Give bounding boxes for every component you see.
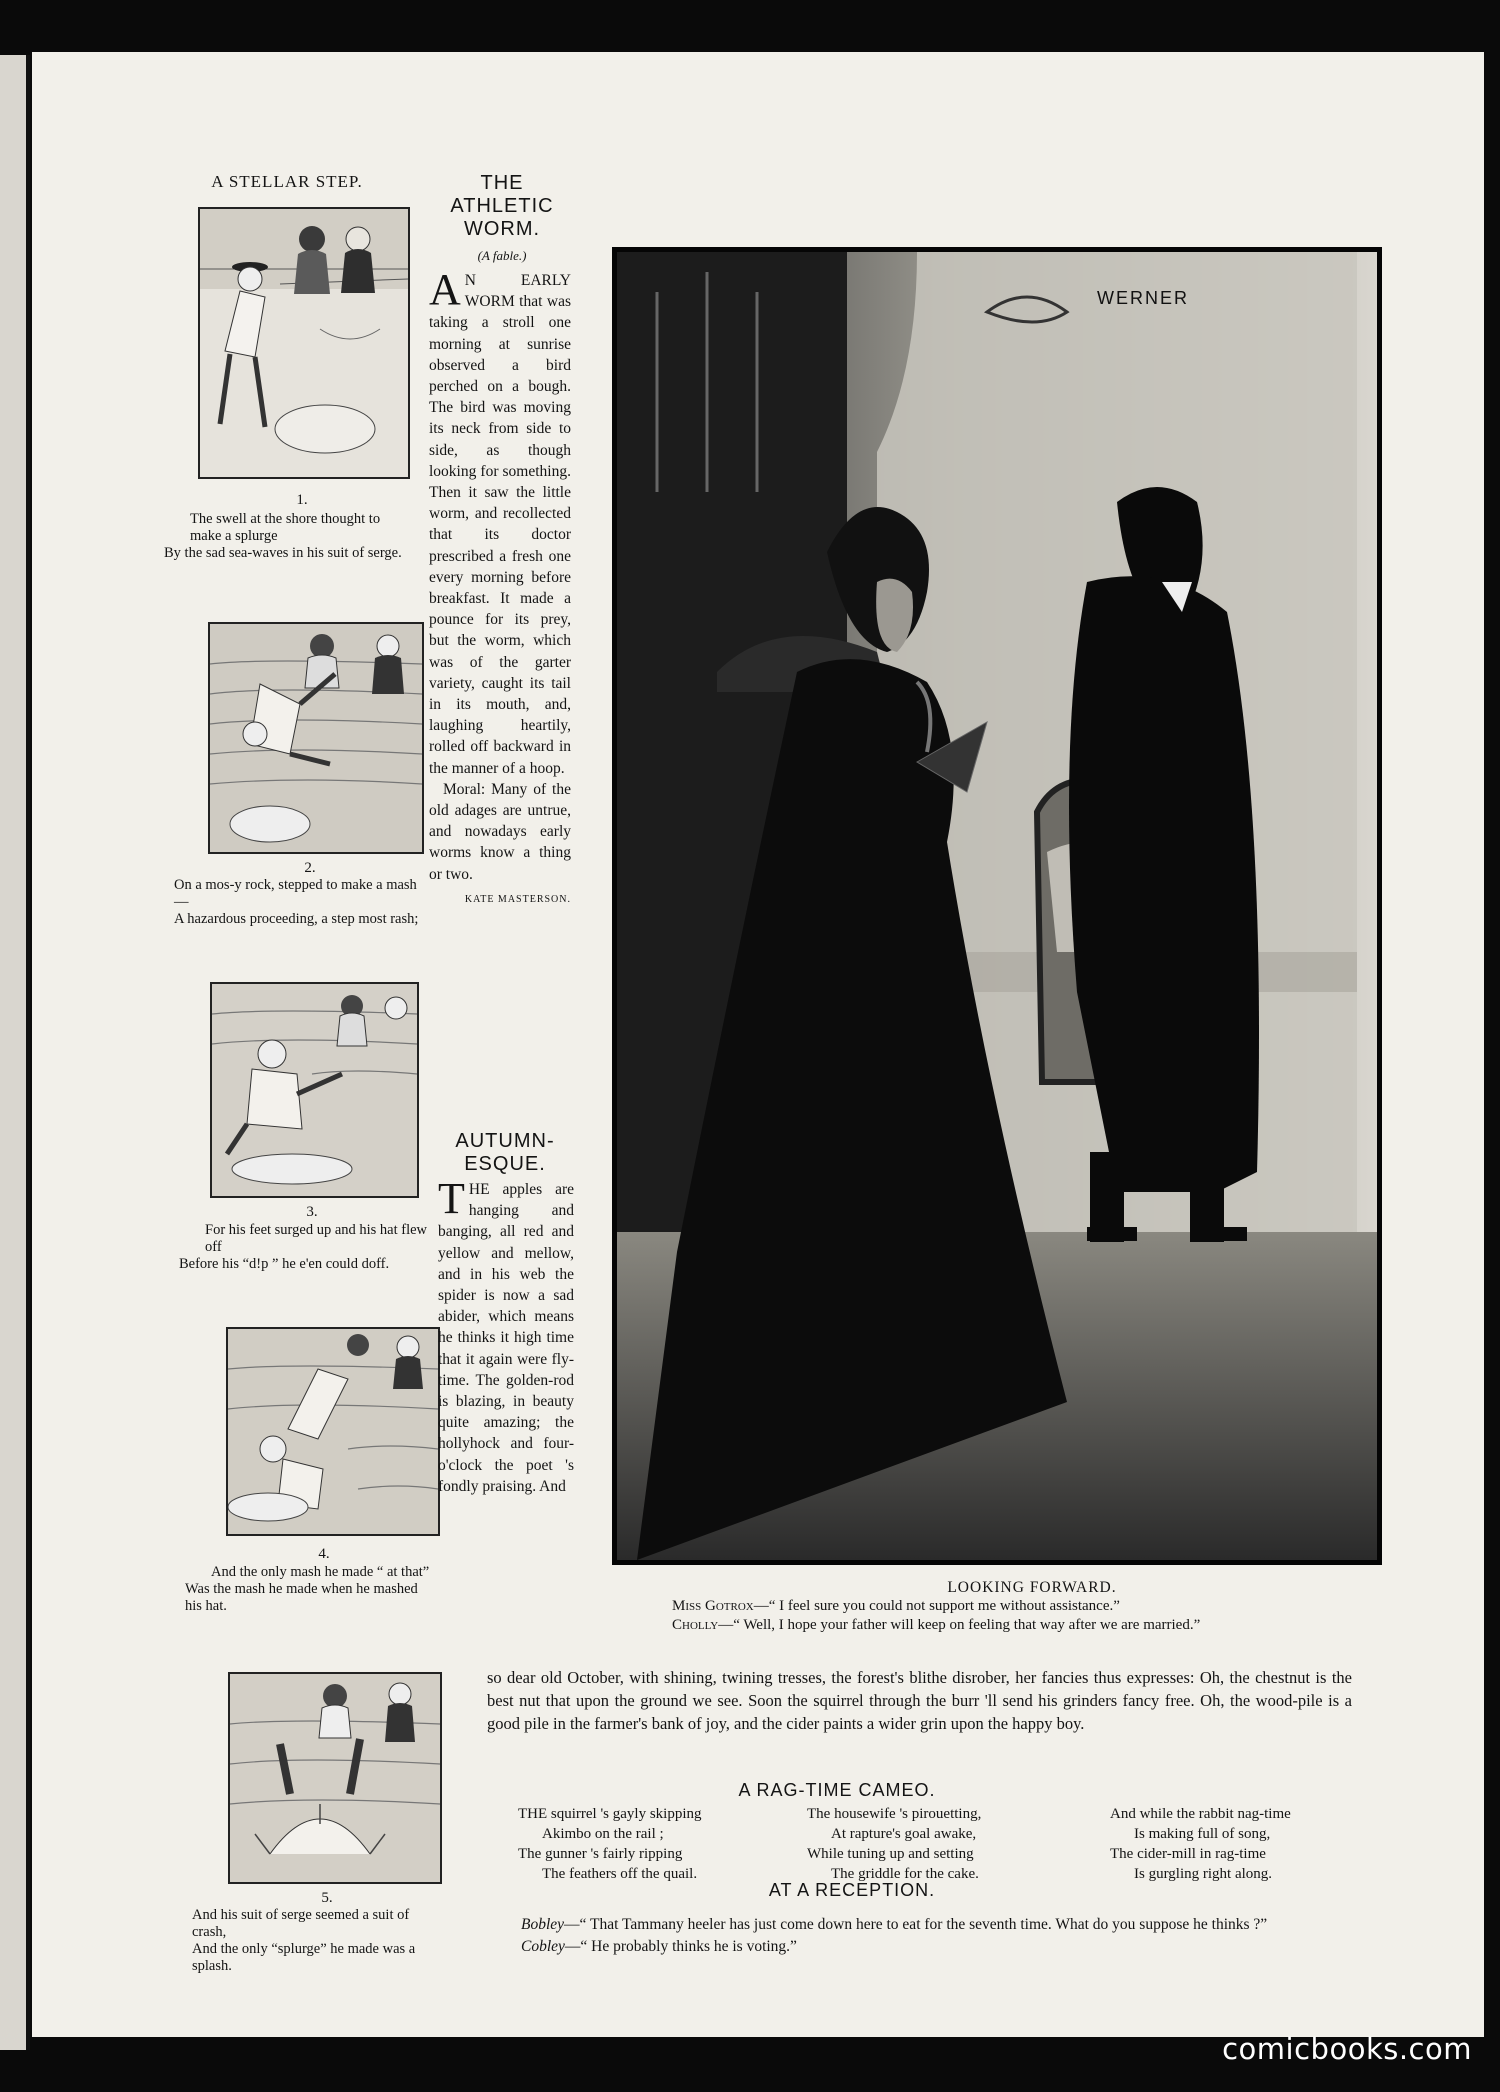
- panel-number-2: 2.: [304, 860, 316, 876]
- dialogue-text: —“ I feel sure you could not support me without assistance.”: [753, 1598, 1120, 1614]
- panel-caption-4: [185, 1564, 435, 1615]
- worm-author: KATE MASTERSON.: [464, 893, 571, 905]
- panel-number-5: 5.: [321, 1890, 333, 1906]
- adjacent-page-edge: [0, 55, 30, 2050]
- autumn-dropcap: T: [438, 1174, 465, 1223]
- caption-line: A hazardous proceeding, a step most rash;: [174, 911, 419, 927]
- poem-line: THE squirrel 's gayly skipping: [518, 1806, 702, 1822]
- poem-line: At rapture's goal awake,: [831, 1826, 977, 1842]
- ragtime-title: A RAG-TIME CAMEO.: [738, 1780, 936, 1800]
- dialogue-text: —“ That Tammany heeler has just come down here to eat for the seventh time. What do you suppose he thinks ?”: [564, 1916, 1268, 1933]
- illustration-title: LOOKING FORWARD.: [947, 1579, 1117, 1596]
- comic-panel-4: [226, 1327, 440, 1536]
- watermark: comicbooks.com: [1222, 2032, 1472, 2066]
- ragtime-stanza-3: [1110, 1804, 1340, 1884]
- speaker-name: Cholly: [672, 1617, 719, 1633]
- panel-caption-5: [192, 1907, 442, 1975]
- reception-line-2: [487, 1936, 1357, 1958]
- poem-line: Is making full of song,: [1134, 1826, 1271, 1842]
- comic-panel-1: [198, 207, 410, 479]
- reception-line-1: [487, 1914, 1357, 1936]
- caption-line: And his suit of serge seemed a suit of crash,: [192, 1907, 410, 1940]
- poem-line: The gunner 's fairly ripping: [518, 1846, 683, 1862]
- worm-subtitle: (A fable.): [477, 248, 527, 263]
- caption-line: By the sad sea-waves in his suit of serge.: [164, 545, 402, 561]
- dialogue-text: —“ He probably thinks he is voting.”: [564, 1938, 797, 1955]
- panel-caption-2: [174, 877, 424, 928]
- autumn-body-text: HE apples are hanging and banging, all red and yellow and mellow, and in his web the spider is now a sad abider, which means he thinks it high time that it again were fly-time. The golden-rod is blazing, in beauty quite amazing; the hollyhock and four-o'clock the poet 's fondly praising. And: [438, 1181, 574, 1495]
- looking-forward-illustration: [612, 247, 1382, 1565]
- dialogue-line-1: [672, 1597, 1392, 1616]
- autumn-continuation-text: so dear old October, with shining, twining tresses, the forest's blithe disrober, her fancies thus expresses: Oh, the chestnut is the best nut that upon the ground we see. Soon the squirrel through the burr 'll send his grinders fancy free. Oh, the wood-pile is a good pile in the farmer's bank of joy, and the cider paints a wider grin upon the happy boy.: [487, 1668, 1352, 1733]
- ragtime-stanza-1: [518, 1804, 748, 1884]
- comic-panel-2: [208, 622, 424, 854]
- caption-line: On a mos-y rock, stepped to make a mash—: [174, 877, 417, 910]
- worm-moral: Moral: Many of the old adages are untrue, and nowadays early worms know a thing or two.: [429, 780, 571, 883]
- worm-title: THE ATHLETIC WORM.: [450, 172, 554, 240]
- dialogue-line-2: [672, 1616, 1392, 1635]
- panel-number-1: 1.: [296, 492, 308, 508]
- panel-number-3: 3.: [306, 1204, 318, 1220]
- poem-line: Is gurgling right along.: [1134, 1866, 1273, 1882]
- panel-caption-1: [164, 511, 414, 562]
- caption-line: Before his “d!p ” he e'en could doff.: [179, 1256, 390, 1272]
- worm-article: [429, 265, 571, 910]
- dialogue-text: —“ Well, I hope your father will keep on feeling that way after we are married.”: [718, 1617, 1201, 1633]
- speaker-name: Cobley: [521, 1938, 565, 1955]
- caption-line: Was the mash he made when he mashed his hat.: [185, 1581, 418, 1614]
- caption-line: For his feet surged up and his hat flew off: [205, 1222, 428, 1255]
- artist-signature: WERNER: [1097, 288, 1189, 308]
- reception-dialogue: [487, 1914, 1357, 1958]
- worm-dropcap: A: [429, 265, 461, 314]
- comic-panel-5: [228, 1672, 442, 1884]
- illustration-caption: [672, 1578, 1392, 1635]
- autumn-title: AUTUMN-ESQUE.: [455, 1130, 555, 1175]
- comic-title: A STELLAR STEP.: [211, 172, 363, 191]
- poem-line: The cider-mill in rag-time: [1110, 1846, 1266, 1862]
- panel-caption-3: [179, 1222, 429, 1273]
- speaker-name: Bobley: [521, 1916, 565, 1933]
- caption-line: And the only mash he made “ at that”: [211, 1564, 430, 1580]
- speaker-name: Miss Gotrox: [672, 1598, 754, 1614]
- caption-line: The swell at the shore thought to make a splurge: [190, 511, 381, 544]
- poem-line: And while the rabbit nag-time: [1110, 1806, 1291, 1822]
- reception-title: AT A RECEPTION.: [768, 1880, 936, 1900]
- autumn-continuation: [487, 1666, 1352, 1735]
- caption-line: And the only “splurge” he made was a splash.: [192, 1941, 416, 1974]
- poem-line: Akimbo on the rail ;: [542, 1826, 664, 1842]
- poem-line: The griddle for the cake.: [831, 1866, 979, 1882]
- poem-line: The feathers off the quail.: [542, 1866, 698, 1882]
- worm-body: [429, 265, 571, 779]
- worm-body-text: N EARLY WORM that was taking a stroll one morning at sunrise observed a bird perched on a bough. The bird was moving its neck from side to side, as though looking for something. Then it saw the little worm, and recollected that its doctor prescribed a fresh one every morning before breakfast. It made a pounce for its prey, but the worm, which was of the garter variety, caught its tail in its mouth, and, laughing heartily, rolled off backward in the manner of a hoop.: [429, 272, 571, 777]
- autumn-body: [438, 1174, 574, 1497]
- magazine-page: [32, 52, 1484, 2037]
- comic-panel-3: [210, 982, 419, 1198]
- ragtime-stanza-2: [807, 1804, 1037, 1884]
- poem-line: The housewife 's pirouetting,: [807, 1806, 982, 1822]
- poem-line: While tuning up and setting: [807, 1846, 974, 1862]
- panel-number-4: 4.: [318, 1546, 330, 1562]
- autumn-article: [438, 1174, 574, 1497]
